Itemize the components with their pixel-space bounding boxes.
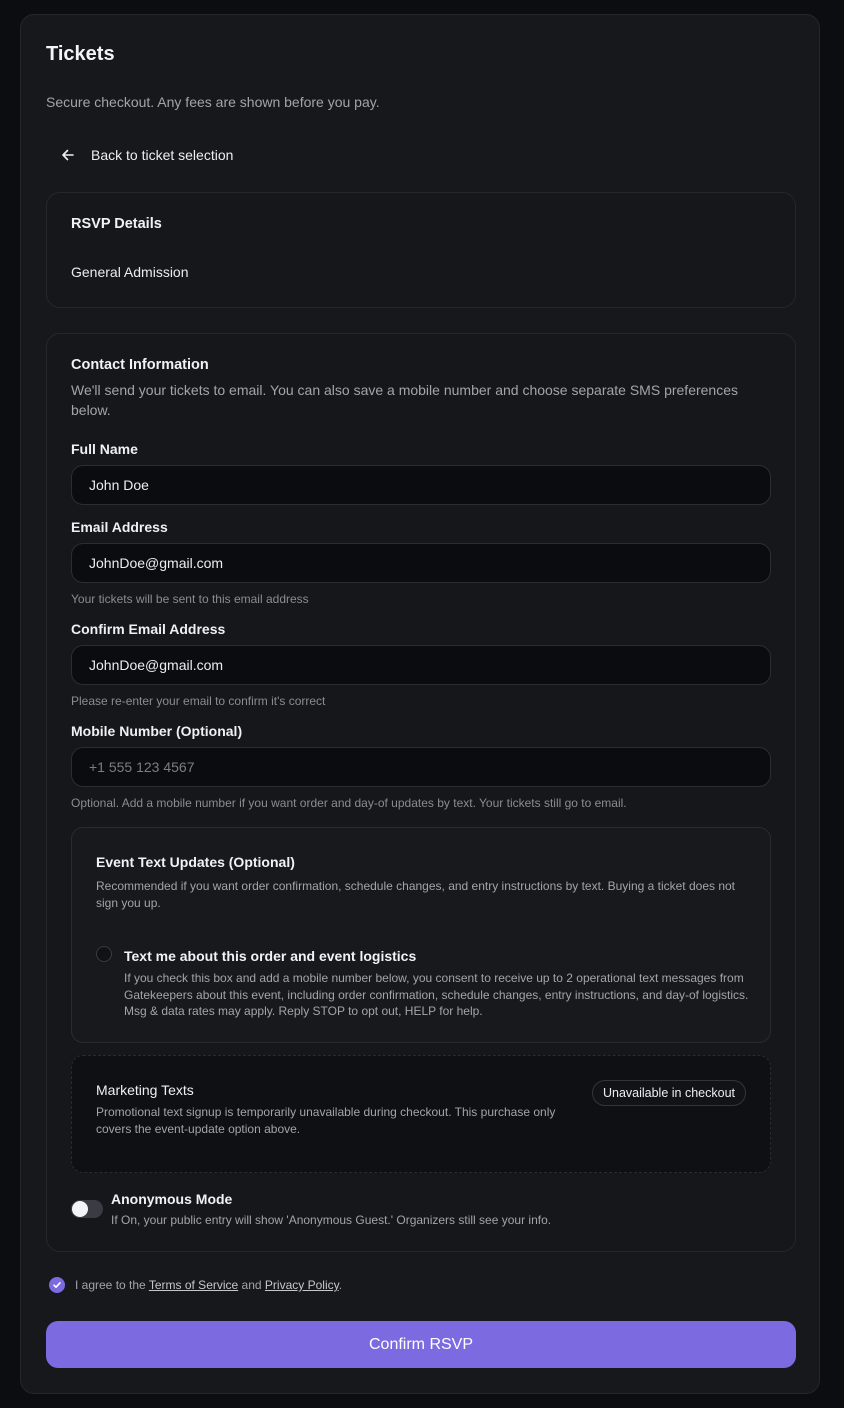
check-icon (52, 1280, 62, 1290)
sms-description: Recommended if you want order confirmation, schedule changes, and entry instructions by text. Buying a ticket does not sign you up. (96, 879, 736, 910)
sms-title: Event Text Updates (Optional) (96, 854, 295, 870)
confirm-email-input[interactable] (71, 645, 771, 685)
event-text-updates-box (71, 827, 771, 1043)
sms-consent-description: If you check this box and add a mobile number below, you consent to receive up to 2 operational text messages from Gatekeepers about this event, including order confirmation, schedule changes, entry instructions, and day-of logistics. Msg & data rates may apply. Reply STOP to opt out, HELP for help. (124, 971, 749, 1018)
back-to-ticket-selection-button[interactable] (61, 147, 233, 163)
page-title: Tickets (46, 43, 115, 65)
tickets-card (20, 14, 820, 1394)
email-label: Email Address (71, 519, 168, 535)
unavailable-badge: Unavailable in checkout (592, 1080, 746, 1106)
toggle-knob (72, 1201, 88, 1217)
marketing-texts-box (71, 1055, 771, 1173)
privacy-policy-link[interactable]: Privacy Policy (264, 1278, 339, 1292)
ticket-type: General Admission (71, 264, 189, 280)
contact-heading: Contact Information (71, 357, 209, 373)
page-subtitle: Secure checkout. Any fees are shown before you pay. (46, 94, 380, 110)
back-label: Back to ticket selection (91, 147, 234, 163)
confirm-rsvp-button[interactable]: Confirm RSVP (46, 1321, 796, 1368)
email-input[interactable] (71, 543, 771, 583)
sms-consent-checkbox[interactable] (96, 946, 112, 962)
contact-description: We'll send your tickets to email. You can also save a mobile number and choose separate SMS preferences below. (71, 382, 739, 418)
rsvp-heading: RSVP Details (71, 216, 162, 232)
terms-agreement (49, 1277, 342, 1293)
mobile-input[interactable] (71, 747, 771, 787)
full-name-label: Full Name (71, 441, 138, 457)
full-name-input[interactable] (71, 465, 771, 505)
anonymous-mode-description: If On, your public entry will show 'Anonymous Guest.' Organizers still see your info. (111, 1213, 552, 1227)
agreement-text: I agree to the Terms of Service and Privacy Policy. (75, 1278, 343, 1292)
arrow-left-icon (61, 148, 75, 162)
rsvp-details-panel (46, 192, 796, 308)
mobile-label: Mobile Number (Optional) (71, 723, 243, 739)
confirm-email-label: Confirm Email Address (71, 621, 226, 637)
marketing-title: Marketing Texts (96, 1082, 194, 1098)
terms-of-service-link[interactable]: Terms of Service (148, 1278, 239, 1292)
confirm-email-hint: Please re-enter your email to confirm it's correct (71, 694, 326, 708)
mobile-hint: Optional. Add a mobile number if you want order and day-of updates by text. Your tickets still go to email. (71, 796, 627, 810)
anonymous-mode-toggle[interactable] (71, 1200, 103, 1218)
anonymous-mode-title: Anonymous Mode (111, 1191, 233, 1207)
sms-consent-label: Text me about this order and event logistics (124, 948, 417, 964)
agree-checkbox[interactable] (49, 1277, 65, 1293)
marketing-description: Promotional text signup is temporarily unavailable during checkout. This purchase only covers the event-update option above. (96, 1105, 556, 1136)
email-hint: Your tickets will be sent to this email address (71, 592, 309, 606)
contact-information-panel (46, 333, 796, 1252)
